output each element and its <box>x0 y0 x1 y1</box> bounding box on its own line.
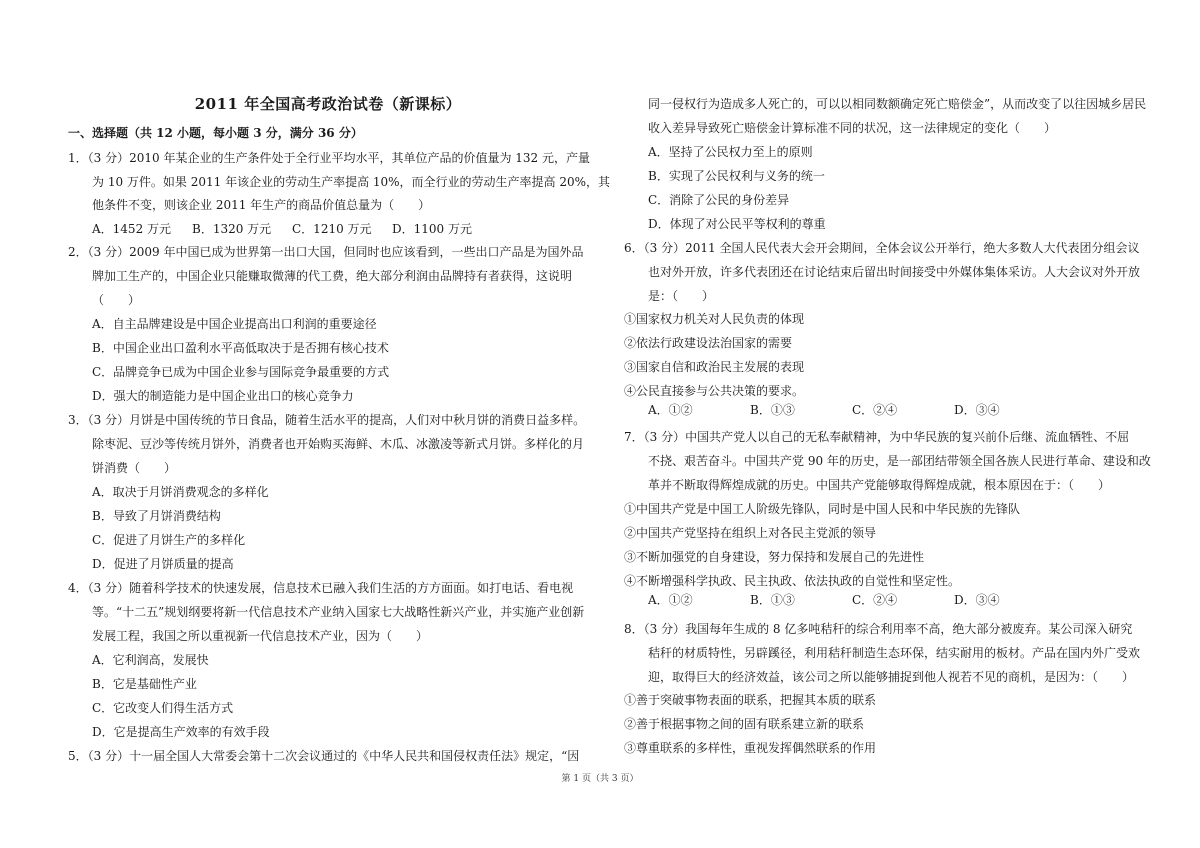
text-line: C．消除了公民的身份差异 <box>648 193 790 207</box>
text-line: 1．（3 分）2010 年某企业的生产条件处于全行业平均水平，其单位产品的价值量为 132 元，产量 <box>68 151 590 165</box>
text-line: A．它利润高，发展快 <box>92 653 209 667</box>
q7-options <box>648 592 1056 608</box>
text-line: 3．（3 分）月饼是中国传统的节日食品，随着生活水平的提高，人们对中秋月饼的消费日益多样。 <box>68 413 586 427</box>
text-line: 4．（3 分）随着科学技术的快速发展，信息技术已融入我们生活的方方面面。如打电话、看电视 <box>68 581 574 595</box>
text-line: ②中国共产党坚持在组织上对各民主党派的领导 <box>624 526 877 540</box>
text-line: ①中国共产党是中国工人阶级先锋队，同时是中国人民和中华民族的先锋队 <box>624 502 1021 516</box>
text-line: B．它是基础性产业 <box>92 677 197 691</box>
option: C．②④ <box>852 403 898 417</box>
option: A．①② <box>648 403 693 417</box>
text-line: D．体现了对公民平等权利的尊重 <box>648 217 826 231</box>
text-line: B．实现了公民权利与义务的统一 <box>648 169 825 183</box>
text-line: 牌加工生产的，中国企业只能赚取微薄的代工费，绝大部分利润由品牌持有者获得，这说明 <box>92 269 573 283</box>
text-line: D．强大的制造能力是中国企业出口的核心竞争力 <box>92 389 354 403</box>
text-line: 为 10 万件。如果 2011 年该企业的劳动生产率提高 10%，而全行业的劳动生产率提高 20%，其 <box>92 175 611 189</box>
text-line: D．它是提高生产效率的有效手段 <box>92 725 270 739</box>
text-line: ②依法行政建设法治国家的需要 <box>624 336 793 350</box>
option: B．①③ <box>750 403 795 417</box>
text-line: ③尊重联系的多样性，重视发挥偶然联系的作用 <box>624 741 877 755</box>
text-line: A．取决于月饼消费观念的多样化 <box>92 485 269 499</box>
text-line: C．促进了月饼生产的多样化 <box>92 533 246 547</box>
option: D．1100 万元 <box>392 222 472 236</box>
text-line: 8．（3 分）我国每年生成的 8 亿多吨秸秆的综合利用率不高，绝大部分被废弃。某公司深入研究 <box>624 622 1133 636</box>
text-line: A．坚持了公民权力至上的原则 <box>648 145 813 159</box>
text-line: 7．（3 分）中国共产党人以自己的无私奉献精神，为中华民族的复兴前仆后继、流血牺牲、不屈 <box>624 430 1130 444</box>
option: D．③④ <box>954 403 1000 417</box>
text-line: ③不断加强党的自身建设，努力保持和发展自己的先进性 <box>624 550 925 564</box>
text-line: D．促进了月饼质量的提高 <box>92 557 234 571</box>
option: D．③④ <box>954 593 1000 607</box>
text-line: 革并不断取得辉煌成就的历史。中国共产党能够取得辉煌成就，根本原因在于：（ ） <box>648 478 1111 492</box>
q6-options <box>648 402 1056 418</box>
option: B．①③ <box>750 593 795 607</box>
text-line: B．导致了月饼消费结构 <box>92 509 221 523</box>
text-line: 发展工程，我国之所以重视新一代信息技术产业，因为（ ） <box>92 629 429 643</box>
text-line: 也对外开放，许多代表团还在讨论结束后留出时间接受中外媒体集体采访。人大会议对外开放 <box>648 265 1141 279</box>
text-line: 是：（ ） <box>648 289 715 303</box>
text-line: A．自主品牌建设是中国企业提高出口利润的重要途径 <box>92 317 377 331</box>
q1-options <box>92 221 492 237</box>
option: B．1320 万元 <box>192 222 272 236</box>
text-line: 秸秆的材质特性，另辟蹊径，利用秸秆制造生态环保，结实耐用的板材。产品在国内外广受欢 <box>648 646 1141 660</box>
text-line: B．中国企业出口盈利水平高低取决于是否拥有核心技术 <box>92 341 389 355</box>
text-line: ④不断增强科学执政、民主执政、依法执政的自觉性和坚定性。 <box>624 574 961 588</box>
text-line: ①国家权力机关对人民负责的体现 <box>624 312 805 326</box>
text-line: C．品牌竞争已成为中国企业参与国际竞争最重要的方式 <box>92 365 390 379</box>
text-line: 2．（3 分）2009 年中国已成为世界第一出口大国，但同时也应该看到，一些出口产品是为国外品 <box>68 245 584 259</box>
option: C．②④ <box>852 593 898 607</box>
text-line: ④公民直接参与公共决策的要求。 <box>624 384 805 398</box>
text-line: ②善于根据事物之间的固有联系建立新的联系 <box>624 717 865 731</box>
text-line: 迎，取得巨大的经济效益，该公司之所以能够捕捉到他人视若不见的商机，是因为：（ ） <box>648 670 1135 684</box>
text-line: 他条件不变，则该企业 2011 年生产的商品价值总量为（ ） <box>92 198 431 212</box>
text-line: 不挠、艰苦奋斗。中国共产党 90 年的历史，是一部团结带领全国各族人民进行革命、建设和改 <box>648 454 1151 468</box>
option: A．①② <box>648 593 693 607</box>
text-line: 除枣泥、豆沙等传统月饼外，消费者也开始购买海鲜、木瓜、冰激凌等新式月饼。多样化的月 <box>92 437 585 451</box>
section-heading: 一、选择题（共 12 小题，每小题 3 分，满分 36 分） <box>68 126 363 140</box>
option: C．1210 万元 <box>292 222 372 236</box>
text-line: 饼消费（ ） <box>92 461 177 475</box>
text-line: （ ） <box>92 293 141 307</box>
text-line: C．它改变人们得生活方式 <box>92 701 234 715</box>
page-footer: 第 1 页（共 3 页） <box>561 774 639 784</box>
text-line: 等。“十二五”规划纲要将新一代信息技术产业纳入国家七大战略性新兴产业，并实施产业创新 <box>92 605 585 619</box>
text-line: ③国家自信和政治民主发展的表现 <box>624 360 805 374</box>
exam-title: 2011 年全国高考政治试卷（新课标） <box>194 95 462 113</box>
text-line: 同一侵权行为造成多人死亡的，可以以相同数额确定死亡赔偿金”，从而改变了以往因城乡居民 <box>648 97 1147 111</box>
option: A．1452 万元 <box>92 222 172 236</box>
text-line: 6．（3 分）2011 全国人民代表大会开会期间，全体会议公开举行，绝大多数人大代表团分组会议 <box>624 241 1140 255</box>
text-line: 收入差异导致死亡赔偿金计算标准不同的状况，这一法律规定的变化（ ） <box>648 121 1057 135</box>
text-line: ①善于突破事物表面的联系，把握其本质的联系 <box>624 693 877 707</box>
text-line: 5．（3 分）十一届全国人大常委会第十二次会议通过的《中华人民共和国侵权责任法》规定，“因 <box>68 749 580 763</box>
